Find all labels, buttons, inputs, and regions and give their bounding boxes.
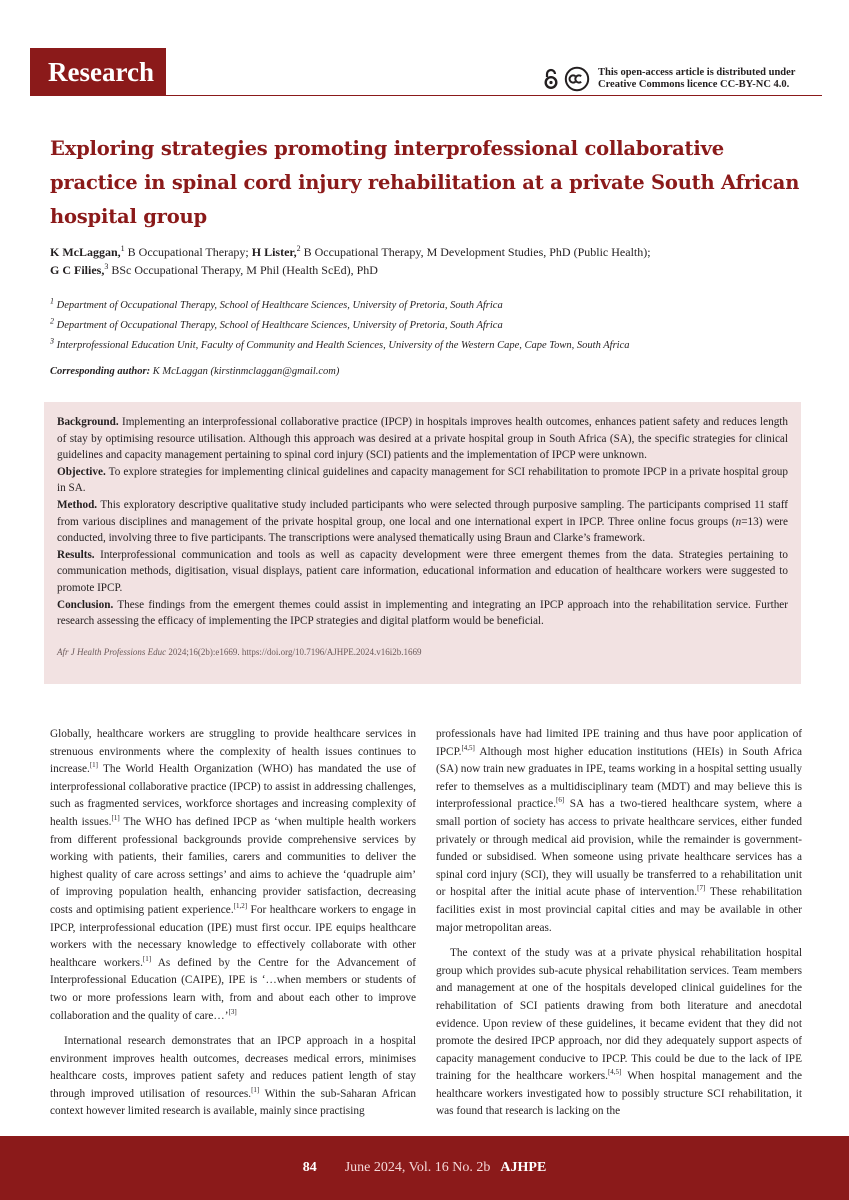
body-text: Globally, healthcare workers are struggling to provide healthcare services in strenuous environments where the complexity of health issues continues to increase. (50, 728, 416, 776)
corresponding-label: Corresponding author: (50, 366, 151, 377)
author-list (50, 244, 810, 279)
author-quals: BSc Occupational Therapy, M Phil (Health ScEd), PhD (108, 262, 378, 277)
author-sup: 2 (296, 244, 301, 253)
abstract-results (57, 547, 788, 597)
affiliation-sup: 1 (50, 296, 54, 306)
citation-journal: Afr J Health Professions Educ (57, 646, 167, 657)
reference-marker: [1,2] (233, 902, 248, 911)
affiliation (50, 336, 810, 356)
article-body (50, 726, 802, 1118)
corresponding-author (50, 366, 339, 377)
reference-marker: [1] (89, 761, 98, 770)
abstract-label: Method. (57, 498, 98, 511)
abstract-label: Results. (57, 548, 95, 561)
affiliation-text: Department of Occupational Therapy, School of Healthcare Sciences, University of Pretoria, South Africa (54, 320, 503, 331)
affiliation-text: Department of Occupational Therapy, School of Healthcare Sciences, University of Pretoria, South Africa (54, 300, 503, 311)
corresponding-text: K McLaggan (kirstinmclaggan@gmail.com) (150, 366, 340, 377)
license-line: Creative Commons licence CC-BY-NC 4.0. (598, 79, 790, 90)
body-text: For healthcare workers to engage in IPCP, interprofessional education (IPE) must first occur. IPE equips healthcare workers with the necessary knowledge to effectively collaborate with other healthcare workers. (50, 903, 416, 969)
author-quals: B Occupational Therapy; (124, 245, 252, 259)
journal-name: AJHPE (500, 1160, 547, 1175)
reference-marker: [1] (111, 814, 120, 823)
abstract-label: Background. (57, 416, 119, 428)
abstract-text: These findings from the emergent themes could assist in implementing and integrating an IPCP approach into the rehabilitation service. Further research assessing the efficacy of implementing the IPCP strategies and digital platform would be beneficial. (57, 598, 788, 628)
author-quals: B Occupational Therapy, M Development Studies, PhD (Public Health); (300, 245, 651, 259)
body-column-left (50, 726, 416, 1118)
affiliation (50, 296, 810, 316)
reference-marker: [1] (251, 1086, 260, 1095)
abstract-label: Conclusion. (57, 598, 114, 611)
body-text: When hospital management and the healthcare workers investigated how to possibly structure SCI rehabilitation, it was found that research is lacking on the (436, 1070, 802, 1118)
abstract-label: Objective. (57, 465, 106, 478)
author-sup: 1 (120, 244, 125, 253)
abstract-background (57, 414, 788, 464)
page-footer (0, 1136, 849, 1200)
author-sup: 3 (104, 261, 109, 271)
body-column-right (436, 726, 802, 1118)
body-paragraph (50, 1033, 416, 1118)
body-text: As defined by the Centre for the Advancement of Interprofessional Education (CAIPE), IPE is ‘…when members or students of two or more professions learn with, from and about each other to improve collaboration and the quality of care…’ (50, 956, 416, 1022)
body-text: Within the sub-Saharan African context however limited research is available, mainly since practising (50, 1087, 416, 1118)
abstract-text: This exploratory descriptive qualitative study included participants who were selected through purposive sampling. The participants comprised 11 staff from various disciplines and management of the private hospital group, one local and one international expert in IPCP. Three online focus groups ( (57, 498, 788, 528)
body-paragraph (50, 726, 416, 1025)
reference-marker: [3] (228, 1007, 237, 1016)
body-text: The World Health Organization (WHO) has mandated the use of interprofessional collaborative practice (IPCP) to assist in addressing challenges, such as fragmented services, workforce shortages and increasing complexity of health issues. (50, 763, 416, 828)
reference-marker: [1] (142, 954, 152, 963)
section-tag (30, 48, 166, 96)
page-number: 84 (302, 1160, 317, 1175)
license-text (598, 67, 795, 91)
license-notice (544, 66, 795, 92)
affiliation-text: Interprofessional Education Unit, Faculty of Community and Health Sciences, University of the Western Cape, Cape Town, South Africa (54, 340, 630, 351)
abstract-text: n (735, 515, 742, 528)
author-name: K McLaggan, (50, 245, 121, 259)
author-name: H Lister, (251, 245, 297, 259)
reference-marker: [6] (556, 796, 565, 805)
abstract-method (57, 497, 788, 547)
affiliation-sup: 3 (50, 336, 54, 346)
creative-commons-icon (564, 66, 590, 92)
header-rule (166, 95, 822, 96)
citation-line (57, 644, 788, 661)
affiliation (50, 316, 810, 336)
body-text: SA has a two-tiered healthcare system, where a small portion of society has access to private healthcare services, either funded privately or through medical aid provision, while the remainder is government-funded or subsidised. When someone using private healthcare services has a spinal cord injury (SCI), they will usually be transferred to a rehabilitation unit or hospital after the initial acute phase of intervention. (436, 798, 802, 899)
article-title: Exploring strategies promoting interprofessional collaborative practice in spinal cord injury rehabilitation at a private South African hospital group (50, 137, 800, 228)
issue-info: June 2024, Vol. 16 No. 2b (344, 1160, 491, 1175)
body-paragraph (436, 726, 802, 937)
body-text: International research demonstrates that an IPCP approach in a hospital environment improves health outcomes, decreases medical errors, minimises healthcare costs, improves patient safety and reduces patient length of stay through improved utilisation of resources. (50, 1035, 416, 1100)
affiliation-list (50, 296, 810, 356)
abstract-text: To explore strategies for implementing clinical guidelines and capacity management for SCI rehabilitation to promote IPCP in a private hospital group in SA. (57, 465, 788, 495)
body-text: These rehabilitation facilities exist in most provincial capital cities and may be available in other major metropolitan areas. (436, 886, 802, 934)
section-label: Research (48, 56, 154, 87)
author-name: G C Filies, (50, 262, 105, 277)
license-line: This open-access article is distributed under (598, 67, 796, 78)
reference-marker: [4,5] (607, 1068, 622, 1077)
body-text: The WHO has defined IPCP as ‘when multiple health workers from different professional backgrounds provide comprehensive services by working with patients, their families, carers and communities to deliver the highest quality of care across settings’ and aims to achieve the ‘quadruple aim’ of improving population health, enhancing provider satisfaction, decreasing costs and optimising patient experience. (50, 815, 416, 916)
affiliation-sup: 2 (50, 316, 54, 326)
open-access-icon (544, 68, 558, 90)
license-icons (544, 66, 590, 92)
abstract-objective (57, 464, 788, 497)
abstract-box (44, 402, 801, 684)
body-text: professionals have had limited IPE training and thus have poor application of IPCP. (436, 728, 802, 758)
abstract-text: Implementing an interprofessional collaborative practice (IPCP) in hospitals improves health outcomes, enhances patient safety and reduces length of stay by optimising resource utilisation. Although this approach was desired at a private hospital group in South Africa (SA), the specific strategies for clinical guidelines and capacity management pertaining to spinal cord injury (SCI) patients and the implementation of IPCP were unknown. (57, 416, 788, 462)
abstract-text: Interprofessional communication and tools as well as capacity development were three emergent themes from the data. Strategies pertaining to communication methods, digitisation, visual displays, patient care information, educational information and education of healthcare workers were suggested to promote IPCP. (57, 548, 788, 594)
abstract-conclusion (57, 597, 788, 630)
body-text: Although most higher education institutions (HEIs) in South Africa (SA) now train new graduates in IPE, teams working in a hospital setting usually refer to themselves as a multidisciplinary team (MDT) and may believe this is interprofessional practice. (436, 745, 802, 811)
citation-details: 2024;16(2b):e1669. https://doi.org/10.7196/AJHPE.2024.v16i2b.1669 (166, 646, 422, 657)
body-paragraph (436, 945, 802, 1118)
body-text: The context of the study was at a private physical rehabilitation hospital group which provides sub-acute physical rehabilitation services. Team members and management at one of the hospitals developed clinical guidelines for the rehabilitation of SCI patients drawing from both literature and anecdotal evidence. Upon review of these guidelines, it became evident that they did not promote the desired IPCP approach, nor did they adequately support aspects of capacity management conducive to IPCP. This could be due to the lack of IPE training for the healthcare workers. (436, 947, 802, 1083)
reference-marker: [7] (697, 884, 706, 893)
abstract-text: =13) were conducted, involving three to five participants. The transcriptions were analysed thematically using Braun and Clarke’s framework. (57, 515, 788, 545)
reference-marker: [4,5] (461, 743, 475, 752)
